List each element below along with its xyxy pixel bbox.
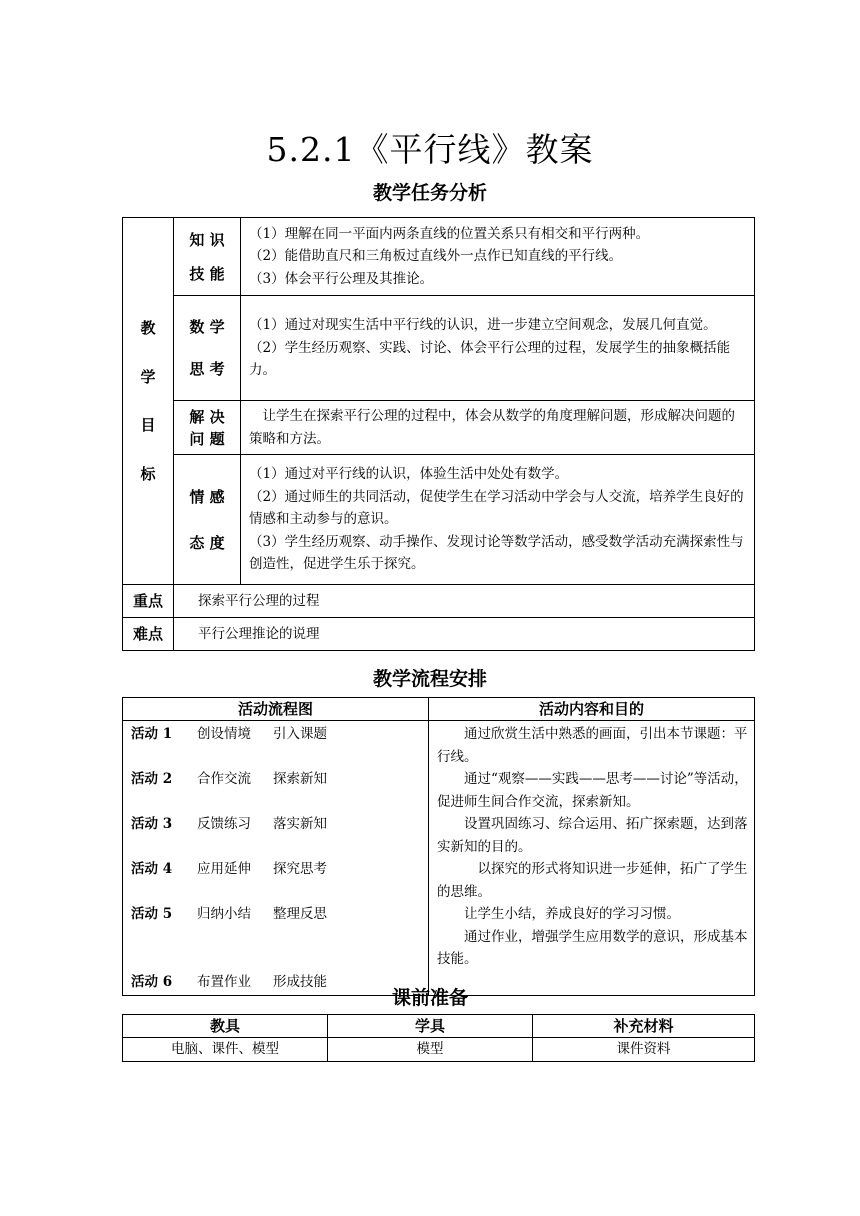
activity-name: 布置作业 [197, 973, 251, 990]
category-label: 思 考 [189, 360, 225, 378]
flow-header-right: 活动内容和目的 [429, 698, 755, 721]
prep-header-learning-aids: 学具 [328, 1015, 533, 1038]
activity-item [131, 903, 420, 948]
prep-value-materials: 课件资料 [533, 1038, 755, 1062]
activity-flowchart [123, 721, 429, 996]
activity-description: 以探究的形式将知识进一步延伸，拓广了学生的思维。 [437, 861, 748, 900]
activity-description: 设置巩固练习、综合运用、拓广探索题，达到落实新知的目的。 [437, 816, 748, 855]
teaching-goals-label [123, 218, 174, 585]
category-problem-solving-content [241, 401, 755, 455]
activity-description: 通过作业，增强学生应用数学的意识，形成基本技能。 [437, 928, 748, 967]
goal-item: （1）通过对现实生活中平行线的认识，进一步建立空间观念，发展几何直觉。 [249, 317, 717, 334]
prep-header-materials: 补充材料 [533, 1015, 755, 1038]
category-label: 问 题 [189, 429, 225, 448]
goal-item: （2）能借助直尺和三角板过直线外一点作已知直线的平行线。 [249, 248, 623, 265]
prep-header-teaching-aids: 教具 [123, 1015, 328, 1038]
goal-item: （3）体会平行公理及其推论。 [249, 270, 434, 287]
category-label: 解 决 [189, 407, 225, 426]
difficult-point-value: 平行公理推论的说理 [174, 618, 755, 651]
activity-name: 合作交流 [197, 771, 251, 787]
category-label: 态 度 [189, 533, 225, 552]
goal-label-char: 标 [140, 464, 156, 483]
activity-goal: 形成技能 [273, 973, 327, 990]
activity-description: 让学生小结，养成良好的学习习惯。 [437, 906, 680, 922]
key-point-label: 重点 [123, 585, 174, 618]
activity-goal: 探究思考 [273, 861, 327, 877]
activity-goal: 探索新知 [273, 771, 327, 787]
activity-name: 创设情境 [197, 726, 251, 742]
goal-item: （2）通过师生的共同活动，促使学生在学习活动中学会与人交流，培养学生良好的情感和主动参与的意识。 [249, 488, 744, 528]
goal-item: （2）学生经历观察、实践、讨论、体会平行公理的过程，发展学生的抽象概括能力。 [249, 339, 731, 379]
category-emotion-attitude-content [241, 455, 755, 585]
teaching-flow-table [122, 697, 755, 996]
activity-goal: 整理反思 [273, 906, 327, 922]
goal-item: 让学生在探索平行公理的过程中，体会从数学的角度理解问题，形成解决问题的策略和方法。 [249, 408, 735, 447]
category-emotion-attitude [174, 455, 241, 585]
activity-item [131, 768, 420, 813]
activity-description: 通过“观察——实践——思考——讨论”等活动，促进师生间合作交流，探索新知。 [437, 771, 748, 810]
key-point-value: 探索平行公理的过程 [174, 585, 755, 618]
section-title-task-analysis: 教学任务分析 [372, 182, 487, 204]
difficult-point-label: 难点 [123, 618, 174, 651]
goal-item: （1）通过对平行线的认识，体验生活中处处有数学。 [249, 466, 569, 483]
activity-descriptions [429, 721, 755, 996]
activity-number: 活动 6 [131, 973, 173, 990]
category-math-thinking-content [241, 296, 755, 401]
activity-number: 活动 1 [131, 726, 173, 742]
page-title: 5.2.1《平行线》教案 [266, 130, 594, 169]
activity-goal: 落实新知 [273, 816, 327, 832]
flow-header-left: 活动流程图 [123, 698, 429, 721]
category-math-thinking [174, 296, 241, 401]
activity-name: 应用延伸 [197, 861, 251, 877]
category-knowledge [174, 218, 241, 296]
goal-label-char: 学 [140, 367, 156, 386]
section-title-preparation: 课前准备 [391, 987, 468, 1009]
section-title-flow: 教学流程安排 [372, 668, 487, 690]
prep-value-teaching-aids: 电脑、课件、模型 [123, 1038, 328, 1062]
prep-value-learning-aids: 模型 [328, 1038, 533, 1062]
category-label: 知 识 [189, 230, 225, 249]
task-analysis-table [122, 217, 755, 651]
activity-name: 反馈练习 [197, 816, 251, 832]
activity-description: 通过欣赏生活中熟悉的画面，引出本节课题：平行线。 [437, 726, 748, 765]
category-problem-solving [174, 401, 241, 455]
category-label: 情 感 [189, 487, 225, 506]
category-label: 技 能 [189, 264, 225, 283]
goal-item: （3）学生经历观察、动手操作、发现讨论等数学活动，感受数学活动充满探索性与创造性，促进学生乐于探究。 [249, 533, 744, 573]
category-label: 数 学 [189, 318, 225, 336]
activity-item [131, 813, 420, 858]
category-knowledge-content [241, 218, 755, 296]
goal-label-char: 目 [140, 416, 156, 434]
goal-label-char: 教 [140, 319, 156, 337]
activity-number: 活动 5 [131, 906, 173, 922]
activity-item [131, 723, 420, 768]
goal-item: （1）理解在同一平面内两条直线的位置关系只有相交和平行两种。 [249, 225, 650, 242]
activity-name: 归纳小结 [197, 906, 251, 922]
activity-number: 活动 4 [131, 861, 173, 877]
activity-goal: 引入课题 [273, 726, 327, 742]
activity-item [131, 858, 420, 903]
preparation-table [122, 1014, 755, 1062]
activity-number: 活动 2 [131, 771, 173, 787]
activity-number: 活动 3 [131, 816, 173, 832]
